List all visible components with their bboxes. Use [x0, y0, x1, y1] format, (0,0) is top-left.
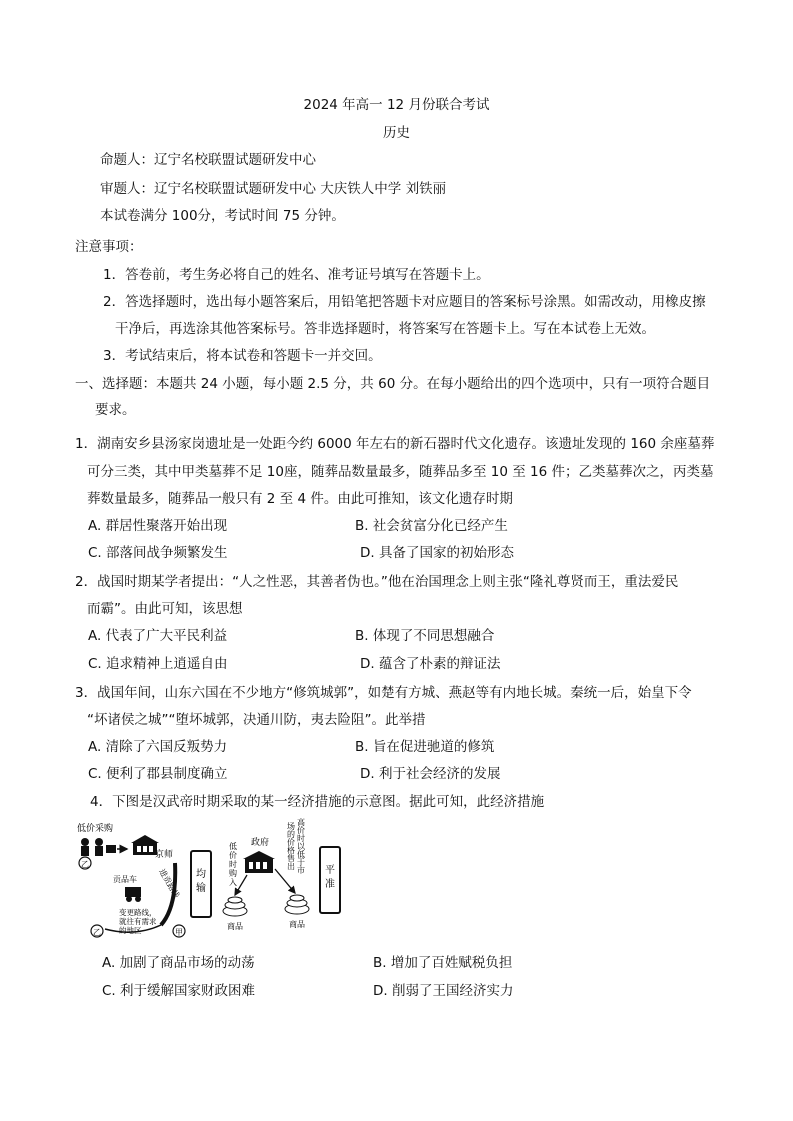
question-1-option-a: A. 群居性聚落开始出现: [88, 518, 228, 534]
economic-policy-diagram: [75, 817, 355, 945]
question-4-option-a: A. 加剧了商品市场的动荡: [102, 955, 255, 971]
label-low-buy: 低价采购: [77, 824, 114, 834]
cart-icon: [125, 887, 141, 902]
label-government: 政府: [251, 838, 270, 848]
question-2-option-a: A. 代表了广大平民利益: [88, 628, 228, 644]
reviewer: 审题人：辽宁名校联盟试题研发中心 大庆铁人中学 刘铁丽: [100, 181, 447, 197]
question-2-option-c: C. 追求精神上逍遥自由: [88, 656, 228, 672]
question-3-stem: 3．战国年间，山东六国在不少地方“修筑城郭”，如楚有方城、燕赵等有内地长城。秦统一后，始皇下令: [75, 685, 692, 701]
question-2-stem: 而霸”。由此可知，该思想: [87, 601, 243, 617]
people-icon: [81, 838, 116, 856]
label-change-route: 变更路线，就往有需求的地区: [119, 908, 157, 935]
question-2-stem: 2．战国时期某学者提出：“人之性恶，其善者伪也。”他在治国理念上则主张“隆礼尊贤而王，重法爱民: [75, 574, 679, 590]
subject-title: 历史: [383, 125, 410, 141]
question-3-option-c: C. 便利了郡县制度确立: [88, 766, 228, 782]
notice-item: 2．答选择题时，选出每小题答案后，用铅笔把答题卡对应题目的答案标号涂黑。如需改动，用橡皮擦: [103, 294, 706, 310]
label-junshu: 均输: [196, 869, 206, 894]
question-2-option-b: B. 体现了不同思想融合: [355, 628, 495, 644]
question-1-stem: 可分三类，其中甲类墓葬不足 10座，随葬品数量最多，随葬品多至 10 至 16 件；乙类墓葬次之，丙类墓: [87, 464, 714, 480]
question-3-option-b: B. 旨在促进驰道的修筑: [355, 739, 495, 755]
section-heading-cont: 要求。: [95, 402, 136, 418]
label-goods-2: 商品: [289, 920, 305, 929]
question-1-option-d: D. 具备了国家的初始形态: [360, 545, 514, 561]
notice-heading: 注意事项：: [75, 239, 143, 255]
question-1-option-b: B. 社会贫富分化已经产生: [355, 518, 508, 534]
question-2-option-d: D. 蕴含了朴素的辩证法: [360, 656, 501, 672]
question-1-option-c: C. 部落间战争频繁发生: [88, 545, 228, 561]
question-4-stem: 4．下图是汉武帝时期采取的某一经济措施的示意图。据此可知，此经济措施: [90, 794, 545, 810]
label-tribute-route: 进贡路线: [157, 867, 182, 900]
question-setter: 命题人：辽宁名校联盟试题研发中心: [100, 152, 316, 168]
question-3-stem: “坏诸侯之城”“堕坏城郭，决通川防，夷去险阻”。此举措: [87, 712, 426, 728]
question-1-stem: 1．湖南安乡县汤家岗遗址是一处距今约 6000 年左右的新石器时代文化遗存。该遗址发现的 160 余座墓葬: [75, 436, 715, 452]
goods-pile-icon: [223, 897, 247, 916]
label-goods-1: 商品: [227, 922, 243, 931]
label-tribute-cart: 贡品车: [113, 875, 137, 884]
government-building-icon: [243, 851, 275, 873]
label-jia: 甲: [175, 928, 183, 937]
label-yi-top: 乙: [81, 860, 89, 869]
notice-item: 干净后，再选涂其他答案标号。答非选择题时，将答案写在答题卡上。写在本试卷上无效。: [115, 321, 655, 337]
notice-item: 3．考试结束后，将本试卷和答题卡一并交回。: [103, 348, 382, 364]
label-high-sell: 高价时以低于市 场的价格售出: [287, 818, 305, 875]
question-4-option-d: D. 削弱了王国经济实力: [373, 983, 514, 999]
label-pingzhun: 平准: [325, 865, 335, 890]
question-3-option-a: A. 清除了六国反叛势力: [88, 739, 228, 755]
question-1-stem: 葬数量最多，随葬品一般只有 2 至 4 件。由此可推知，该文化遗存时期: [87, 491, 513, 507]
goods-pile-icon: [285, 895, 309, 914]
question-3-option-d: D. 利于社会经济的发展: [360, 766, 501, 782]
exam-info: 本试卷满分 100分，考试时间 75 分钟。: [100, 208, 345, 224]
section-heading: 一、选择题：本题共 24 小题，每小题 2.5 分，共 60 分。在每小题给出的四个选项中，只有一项符合题目: [75, 376, 711, 392]
question-4-option-c: C. 利于缓解国家财政困难: [102, 983, 256, 999]
label-capital: 京师: [155, 850, 174, 860]
label-low-buy-in: 低价时购入: [229, 842, 237, 887]
notice-item: 1．答卷前，考生务必将自己的姓名、准考证号填写在答题卡上。: [103, 267, 490, 283]
exam-title: 2024 年高一 12 月份联合考试: [303, 97, 490, 113]
question-4-option-b: B. 增加了百姓赋税负担: [373, 955, 513, 971]
label-yi: 乙: [93, 928, 101, 937]
